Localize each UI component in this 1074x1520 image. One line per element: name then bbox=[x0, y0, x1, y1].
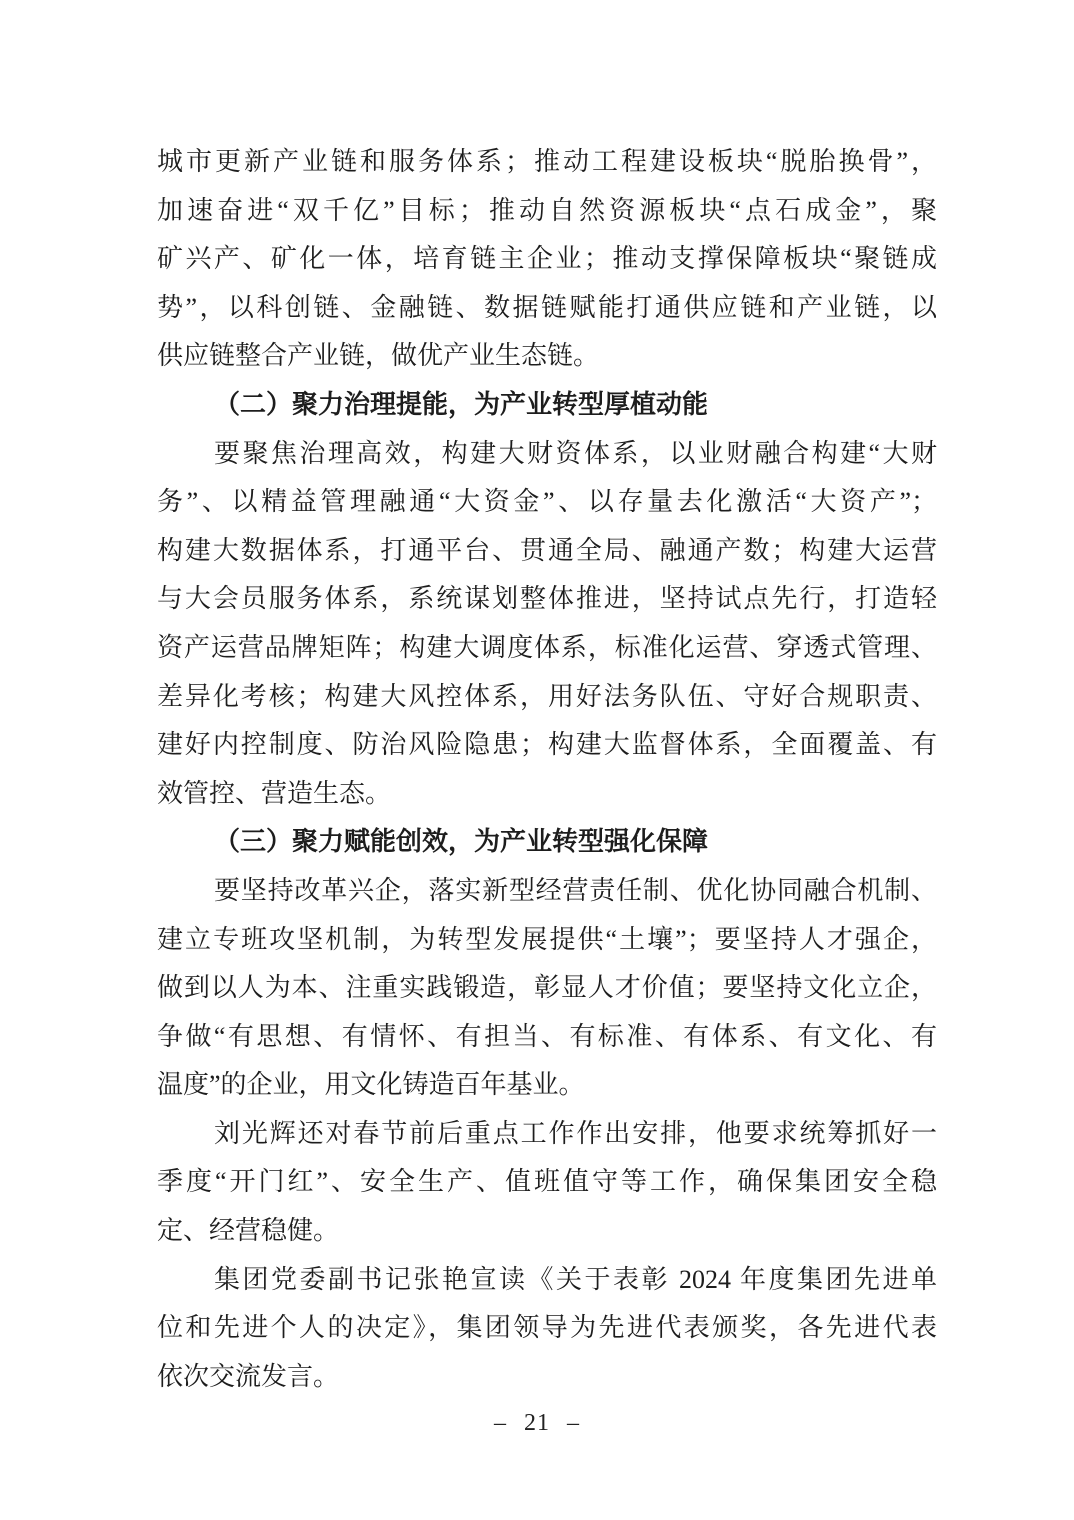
page-footer bbox=[0, 1410, 1074, 1437]
text-line: 建好内控制度、防治风险隐患；构建大监督体系，全面覆盖、有 bbox=[157, 730, 937, 760]
text-line: 势”，以科创链、金融链、数据链赋能打通供应链和产业链，以 bbox=[157, 292, 937, 322]
text-line: 构建大数据体系，打通平台、贯通全局、融通产数；构建大运营 bbox=[157, 535, 937, 565]
text-line: 位和先进个人的决定》，集团领导为先进代表颁奖，各先进代表 bbox=[157, 1313, 937, 1343]
text-line: 刘光辉还对春节前后重点工作作出安排，他要求统筹抓好一 bbox=[214, 1118, 937, 1148]
text-line: 城市更新产业链和服务体系；推动工程建设板块“脱胎换骨”， bbox=[157, 147, 937, 176]
text-line: 效管控、营造生态。 bbox=[157, 778, 392, 808]
section-heading: （二）聚力治理提能，为产业转型厚植动能 bbox=[214, 389, 709, 419]
text-line: 务”、以精益管理融通“大资金”、以存量去化激活“大资产”； bbox=[157, 487, 937, 517]
text-line: 争做“有思想、有情怀、有担当、有标准、有体系、有文化、有 bbox=[157, 1021, 937, 1051]
text-line: 与大会员服务体系，系统谋划整体推进，坚持试点先行，打造轻 bbox=[157, 584, 937, 614]
text-line: 要聚焦治理高效，构建大财资体系，以业财融合构建“大财 bbox=[214, 438, 937, 468]
text-line: 季度“开门红”、安全生产、值班值守等工作，确保集团安全稳 bbox=[157, 1167, 937, 1197]
text-line: 加速奋进“双千亿”目标；推动自然资源板块“点石成金”，聚 bbox=[157, 195, 937, 225]
text-line: 做到以人为本、注重实践锻造，彰显人才价值；要坚持文化立企， bbox=[157, 973, 937, 1003]
document-body bbox=[157, 138, 937, 1401]
text-line: 矿兴产、矿化一体，培育链主企业；推动支撑保障板块“聚链成 bbox=[157, 244, 937, 274]
section-heading: （三）聚力赋能创效，为产业转型强化保障 bbox=[214, 827, 709, 857]
page-number: – 21 – bbox=[494, 1410, 580, 1436]
text-line: 建立专班攻坚机制，为转型发展提供“土壤”；要坚持人才强企， bbox=[157, 924, 937, 954]
text-line: 资产运营品牌矩阵；构建大调度体系，标准化运营、穿透式管理、 bbox=[157, 632, 937, 662]
text-line: 依次交流发言。 bbox=[157, 1361, 340, 1391]
text-line: 差异化考核；构建大风控体系，用好法务队伍、守好合规职责、 bbox=[157, 681, 937, 711]
text-line: 要坚持改革兴企，落实新型经营责任制、优化协同融合机制、 bbox=[214, 875, 937, 905]
text-line: 温度”的企业，用文化铸造百年基业。 bbox=[157, 1070, 585, 1100]
text-line: 定、经营稳健。 bbox=[157, 1216, 340, 1246]
text-line: 集团党委副书记张艳宣读《关于表彰 2024 年度集团先进单 bbox=[214, 1264, 937, 1294]
text-line: 供应链整合产业链，做优产业生态链。 bbox=[157, 341, 600, 371]
